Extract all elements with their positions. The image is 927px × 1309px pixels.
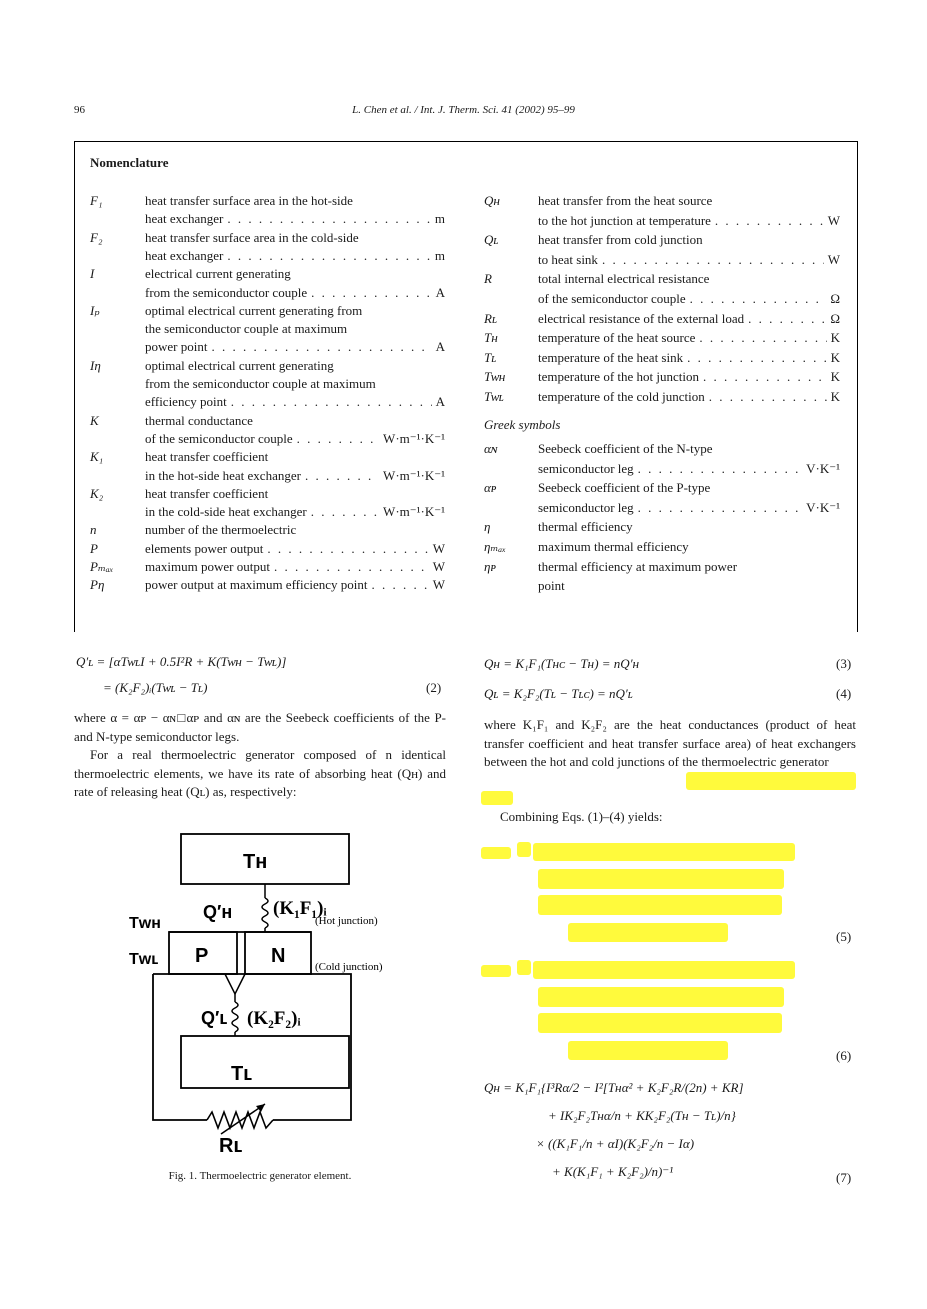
nomenclature-symbol: K₂ <box>90 485 104 501</box>
figure-caption: Fig. 1. Thermoelectric generator element. <box>168 1170 352 1182</box>
nomenclature-definition-line: of the semiconductor couple . . . W·m⁻¹·K⁻¹ <box>145 430 445 449</box>
leader-dots <box>231 393 432 412</box>
nomenclature-definition-line: to heat sink . . . W <box>538 251 840 270</box>
leader-dots <box>690 290 827 309</box>
nomenclature-definition-line: maximum power output . . . W <box>145 558 445 577</box>
nomenclature-definition-line: elements power output . . . W <box>145 540 445 559</box>
paragraph-combining: Combining Eqs. (1)–(4) yields: <box>500 809 663 824</box>
equation-7-number: (7) <box>836 1170 852 1185</box>
nomenclature-symbol: ηᴘ <box>484 558 496 574</box>
nomenclature-symbol: Iₚ <box>90 302 100 318</box>
nomenclature-definition-line: to the hot junction at temperature . . . W <box>538 212 840 231</box>
equation-6-highlight <box>538 987 784 1007</box>
nomenclature-definition-line: number of the thermoelectric <box>145 522 297 538</box>
kf2-label: (K₂F₂)ᵢ <box>247 1008 301 1029</box>
nomenclature-definition-line: efficiency point . . . A <box>145 393 445 412</box>
nomenclature-definition-line: thermal efficiency <box>538 519 633 535</box>
leader-dots <box>311 503 379 522</box>
leader-dots <box>211 338 431 357</box>
leader-dots <box>311 284 432 303</box>
nomenclature-definition-line: in the cold-side heat exchanger . . . W·m⁻¹·K⁻¹ <box>145 503 445 522</box>
nomenclature-definition-line: semiconductor leg . . . V·K⁻¹ <box>538 499 840 518</box>
nomenclature-symbol: F₂ <box>90 229 103 245</box>
nomenclature-definition-line: in the hot-side heat exchanger . . . W·m⁻¹·K⁻¹ <box>145 467 445 486</box>
nomenclature-symbol: η <box>484 519 491 535</box>
nomenclature-symbol: I <box>90 266 95 282</box>
nomenclature-unit: W·m⁻¹·K⁻¹ <box>383 504 445 520</box>
leader-dots <box>297 430 379 449</box>
nomenclature-unit: m <box>434 211 445 227</box>
nomenclature-symbol: Rʟ <box>484 310 498 326</box>
nomenclature-unit: V·K⁻¹ <box>806 460 840 476</box>
nomenclature-definition-line: maximum thermal efficiency <box>538 539 689 554</box>
nomenclature-symbol: Qʟ <box>484 232 499 248</box>
nomenclature-symbol: Iη <box>90 357 101 373</box>
leader-dots <box>305 467 379 486</box>
nomenclature-definition-line: from the semiconductor couple . . . A <box>145 284 445 303</box>
equation-6-highlight <box>517 960 531 975</box>
nomenclature-unit: K <box>830 349 840 365</box>
nomenclature-symbol: ηₘₐₓ <box>484 539 506 554</box>
equation-6-highlight <box>538 1013 782 1033</box>
heat-sink-box <box>181 1036 349 1088</box>
equation-2-number: (2) <box>426 680 442 695</box>
nomenclature-definition-line: optimal electrical current generating <box>145 357 334 373</box>
nomenclature-definition-line: heat transfer surface area in the cold-side <box>145 229 359 245</box>
leader-dots <box>602 251 824 270</box>
nomenclature-definition-line: heat exchanger . . . m <box>145 247 445 266</box>
rl-label: Rʟ <box>219 1135 243 1157</box>
nomenclature-symbol: K₁ <box>90 449 104 465</box>
nomenclature-symbol: Tᴡʟ <box>484 389 504 404</box>
nomenclature-definition-line: heat exchanger . . . m <box>145 210 445 229</box>
nomenclature-unit: Ω <box>830 291 840 306</box>
equation-2-line-2: = (K₂F₂)ᵢ(Tᴡʟ − Tʟ) <box>103 680 208 695</box>
nomenclature-definition-line: heat transfer from the heat source <box>538 193 713 208</box>
nomenclature-symbol: Qʜ <box>484 193 501 208</box>
p-label: P <box>195 945 209 967</box>
nomenclature-unit: K <box>830 369 840 385</box>
nomenclature-unit: W <box>432 577 445 593</box>
leader-dots <box>703 368 827 387</box>
nomenclature-definition-line: power output at maximum efficiency point . . . W <box>145 576 445 595</box>
nomenclature-unit: K <box>830 389 840 404</box>
nomenclature-definition-line: thermal efficiency at maximum power <box>538 558 738 574</box>
leader-dots <box>715 212 824 231</box>
th-label: Tʜ <box>243 851 268 873</box>
nomenclature-definition-line: point <box>538 578 565 594</box>
nomenclature-definition-line: heat transfer from cold junction <box>538 232 703 248</box>
thermoelectric-generator-figure <box>95 830 435 1160</box>
nomenclature-unit: A <box>435 394 445 410</box>
page-number: 96 <box>74 104 85 116</box>
equation-5-highlight <box>533 843 795 861</box>
journal-citation: L. Chen et al. / Int. J. Therm. Sci. 41 (2002) 95–99 <box>352 104 575 116</box>
twh-label: Tᴡʜ <box>129 915 161 932</box>
nomenclature-unit: A <box>435 339 445 355</box>
n-label: N <box>271 945 286 967</box>
nomenclature-definition-line: temperature of the cold junction . . . K <box>538 388 840 407</box>
nomenclature-definition-line: optimal electrical current generating from <box>145 302 363 318</box>
leader-dots <box>638 499 802 518</box>
nomenclature-unit: W <box>827 212 840 228</box>
equation-5-highlight <box>481 847 511 859</box>
nomenclature-unit: W·m⁻¹·K⁻¹ <box>383 467 445 483</box>
greek-symbols-heading: Greek symbols <box>484 417 561 432</box>
leader-dots <box>372 576 429 595</box>
nomenclature-definition-line: semiconductor leg . . . V·K⁻¹ <box>538 460 840 479</box>
cold-spring-icon <box>232 1002 238 1032</box>
paragraph-seebeck: where α = αᴘ − αɴ□αᴘ and αɴ are the Seebeck coefficients of the P- and N-type semiconductor legs. <box>74 710 446 744</box>
leader-dots <box>267 540 428 559</box>
hot-spring-icon <box>262 898 268 928</box>
equation-5-highlight <box>538 869 784 889</box>
leader-dots <box>638 460 802 479</box>
leader-dots <box>748 310 826 329</box>
equation-5-number: (5) <box>836 929 852 944</box>
nomenclature-definition-line: temperature of the heat sink . . . K <box>538 349 840 368</box>
equation-6-number: (6) <box>836 1048 852 1063</box>
equation-7-line-3: × ((K₁F₁/n + αI)(K₂F₂/n − Iα) <box>536 1136 695 1151</box>
ql-label: Q′ʟ <box>201 1008 228 1028</box>
qh-label: Q′ʜ <box>203 902 233 922</box>
equation-6-highlight <box>568 1041 728 1060</box>
nomenclature-definition-line: heat transfer surface area in the hot-side <box>145 193 353 208</box>
kf1-label: (K₁F₁)ᵢ <box>273 898 327 919</box>
nomenclature-unit: W <box>827 251 840 267</box>
equation-5-highlight <box>517 842 531 857</box>
paragraph-generator: For a real thermoelectric generator composed of n identical thermoelectric elements, we have its rate of absorbing heat (Qʜ) and rate of releasing heat (Qʟ) as, respectively: <box>74 747 446 799</box>
nomenclature-definition-line: temperature of the heat source . . . K <box>538 329 840 348</box>
nomenclature-definition-line: heat transfer coefficient <box>145 485 269 501</box>
nomenclature-unit: K <box>830 330 840 346</box>
nomenclature-definition-line: temperature of the hot junction . . . K <box>538 368 840 387</box>
equation-6-highlight <box>481 965 511 977</box>
nomenclature-definition-line: from the semiconductor couple at maximum <box>145 376 376 391</box>
nomenclature-symbol: R <box>484 271 492 287</box>
nomenclature-definition-line: electrical resistance of the external load . . . Ω <box>538 310 840 329</box>
paragraph-heat-conductance: where K₁F₁ and K₂F₂ are the heat conductances (product of heat transfer coefficient and heat transfer surface area) of heat exchangers between the hot and cold junctions of the thermoelectric generator <box>484 717 856 769</box>
hot-junction-label: (Hot junction) <box>315 915 378 927</box>
equation-7-line-4: + K(K₁F₁ + K₂F₂)/n)⁻¹ <box>552 1164 674 1179</box>
nomenclature-unit: W <box>432 559 445 574</box>
nomenclature-definition-line: electrical current generating <box>145 266 291 282</box>
nomenclature-unit: Ω <box>830 310 840 326</box>
nomenclature-definition-line: thermal conductance <box>145 412 253 428</box>
equation-5-highlight <box>538 895 782 915</box>
highlight-redaction <box>481 791 513 805</box>
nomenclature-symbol: Pη <box>90 577 105 593</box>
nomenclature-unit: A <box>435 284 445 300</box>
leader-dots <box>699 329 826 348</box>
nomenclature-symbol: K <box>90 412 99 428</box>
leader-dots <box>227 247 431 266</box>
nomenclature-definition-line: Seebeck coefficient of the N-type <box>538 441 713 456</box>
nomenclature-symbol: P <box>90 540 98 556</box>
equation-4: Qʟ = K₂F₂(Tʟ − Tʟᴄ) = nQ′ʟ <box>484 686 633 701</box>
load-resistor-icon <box>207 1112 273 1128</box>
nomenclature-unit: W·m⁻¹·K⁻¹ <box>383 430 445 446</box>
nomenclature-unit: m <box>434 247 445 263</box>
nomenclature-symbol: Tʟ <box>484 349 497 365</box>
equation-6-highlight <box>533 961 795 979</box>
nomenclature-symbol: Tʜ <box>484 330 498 346</box>
nomenclature-symbol: n <box>90 522 97 538</box>
leader-dots <box>687 349 827 368</box>
nomenclature-definition-line: of the semiconductor couple . . . Ω <box>538 290 840 309</box>
nomenclature-symbol: αᴘ <box>484 480 497 496</box>
nomenclature-unit: W <box>432 540 445 556</box>
nomenclature-unit: V·K⁻¹ <box>806 499 840 515</box>
leader-dots <box>274 558 429 577</box>
tl-label: Tʟ <box>231 1063 253 1085</box>
nomenclature-definition-line: Seebeck coefficient of the P-type <box>538 480 711 496</box>
nomenclature-definition-line: heat transfer coefficient <box>145 449 269 465</box>
equation-5-highlight <box>568 923 728 942</box>
cold-junction-label: (Cold junction) <box>315 961 383 973</box>
equation-2-line-1: Q′ʟ = [αTᴡʟI + 0.5I²R + K(Tᴡʜ − Tᴡʟ)] <box>76 654 287 669</box>
nomenclature-definition-line: the semiconductor couple at maximum <box>145 321 348 337</box>
nomenclature-symbol: Tᴡʜ <box>484 369 506 385</box>
highlight-redaction <box>686 772 856 790</box>
nomenclature-definition-line: total internal electrical resistance <box>538 271 710 287</box>
equation-3-number: (3) <box>836 656 852 671</box>
leader-dots <box>709 388 827 407</box>
nomenclature-title: Nomenclature <box>90 155 169 170</box>
twl-label: Tᴡʟ <box>129 951 159 968</box>
nomenclature-definition-line: power point . . . A <box>145 338 445 357</box>
equation-3: Qʜ = K₁F₁(Tʜᴄ − Tʜ) = nQ′ʜ <box>484 656 640 671</box>
nomenclature-symbol: Pₘₐₓ <box>90 559 114 574</box>
down-arrow-icon <box>225 974 245 994</box>
nomenclature-symbol: αɴ <box>484 441 498 456</box>
equation-7-line-2: + IK₂F₂Tʜα/n + KK₂F₂(Tʜ − Tʟ)/n} <box>548 1108 736 1123</box>
equation-4-number: (4) <box>836 686 852 701</box>
equation-7-line-1: Qʜ = K₁F₁{I³Rα/2 − I²[Tʜα² + K₂F₂R/(2n) + KR] <box>484 1080 744 1095</box>
nomenclature-symbol: F₁ <box>90 193 103 208</box>
leader-dots <box>227 210 431 229</box>
